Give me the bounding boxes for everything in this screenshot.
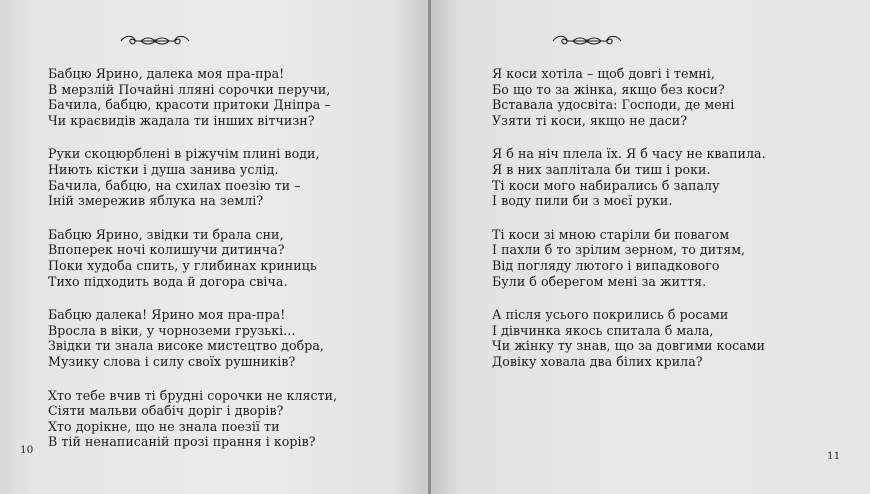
poem-line: Вросла в віки, у чорноземи грузькі... — [48, 322, 296, 338]
poem-line: Від погляду лютого і випадкового — [492, 257, 720, 273]
poem-line: В тій ненаписаній прозі прання і корів? — [48, 434, 316, 450]
poem-left — [48, 66, 337, 468]
poem-line: Тихо підходить вода й догора свіча. — [48, 273, 288, 289]
poem-line: Чи краєвидів жадала ти інших вітчизн? — [48, 112, 315, 128]
stanza — [48, 307, 337, 369]
poem-line: Були б оберегом мені за життя. — [492, 273, 707, 289]
poem-line: Ниють кістки і душа занива услід. — [48, 161, 279, 177]
poem-line: Я б на ніч плела їх. Я б часу не квапила. — [492, 146, 766, 162]
poem-line: Бачила, бабцю, красоти притоки Дніпра – — [48, 97, 331, 113]
poem-line: Я коси хотіла – щоб довгі і темні, — [492, 66, 715, 81]
poem-line: Хто тебе вчив ті брудні сорочки не клясти, — [48, 387, 338, 403]
left-page — [0, 0, 428, 494]
stanza — [48, 388, 337, 450]
stanza — [48, 66, 337, 128]
poem-line: Ті коси мого набирались б запалу — [492, 177, 720, 193]
poem-line: Бо що то за жінка, якщо без коси? — [492, 81, 725, 97]
poem-line: Ті коси зі мною старіли би повагом — [492, 226, 730, 242]
poem-line: Бабцю Ярино, далека моя пра-пра! — [48, 66, 285, 81]
poem-line: Руки скоцюрблені в ріжучім плині води, — [48, 146, 320, 162]
page-number: 10 — [20, 444, 34, 456]
poem-line: Поки худоба спить, у глибинах криниць — [48, 257, 317, 273]
stanza — [48, 227, 337, 289]
poem-line: Впоперек ночі колишучи дитинча? — [48, 242, 285, 258]
poem-line: Бабцю далека! Ярино моя пра-пра! — [48, 307, 286, 323]
poem-line: І пахли б то зрілим зерном, то дитям, — [492, 242, 746, 258]
ornament-divider-icon — [117, 34, 193, 48]
stanza — [48, 146, 337, 208]
ornament-divider-icon — [549, 34, 625, 48]
poem-line: Бабцю Ярино, звідки ти брала сни, — [48, 226, 284, 242]
stanza — [492, 307, 766, 369]
poem-line: Чи жінку ту знав, що за довгими косами — [492, 338, 766, 354]
poem-line: Довіку ховала два білих крила? — [492, 353, 703, 369]
poem-line: Музику слова і силу своїх рушників? — [48, 353, 296, 369]
stanza — [492, 66, 766, 128]
poem-line: А після усього покрились б росами — [492, 307, 729, 323]
poem-line: Вставала удосвіта: Господи, де мені — [492, 97, 735, 113]
poem-right — [492, 66, 766, 388]
stanza — [492, 227, 766, 289]
poem-line: Іній змережив яблука на землі? — [48, 193, 264, 209]
poem-line: Звідки ти знала високе мистецтво добра, — [48, 338, 324, 354]
page-number: 11 — [827, 450, 841, 462]
poem-line: Сіяти мальви обабіч доріг і дворів? — [48, 403, 284, 419]
poem-line: І воду пили би з моєї руки. — [492, 193, 673, 209]
poem-line: В мерзлій Почайні лляні сорочки перучи, — [48, 81, 331, 97]
stanza — [492, 146, 766, 208]
poem-line: Хто дорікне, що не знала поезії ти — [48, 418, 280, 434]
poem-line: Бачила, бабцю, на схилах поезію ти – — [48, 177, 301, 193]
poem-line: Узяти ті коси, якщо не даси? — [492, 112, 688, 128]
poem-line: І дівчинка якось спитала б мала, — [492, 322, 714, 338]
poem-line: Я в них заплітала би тиш і роки. — [492, 161, 711, 177]
right-page — [431, 0, 870, 494]
